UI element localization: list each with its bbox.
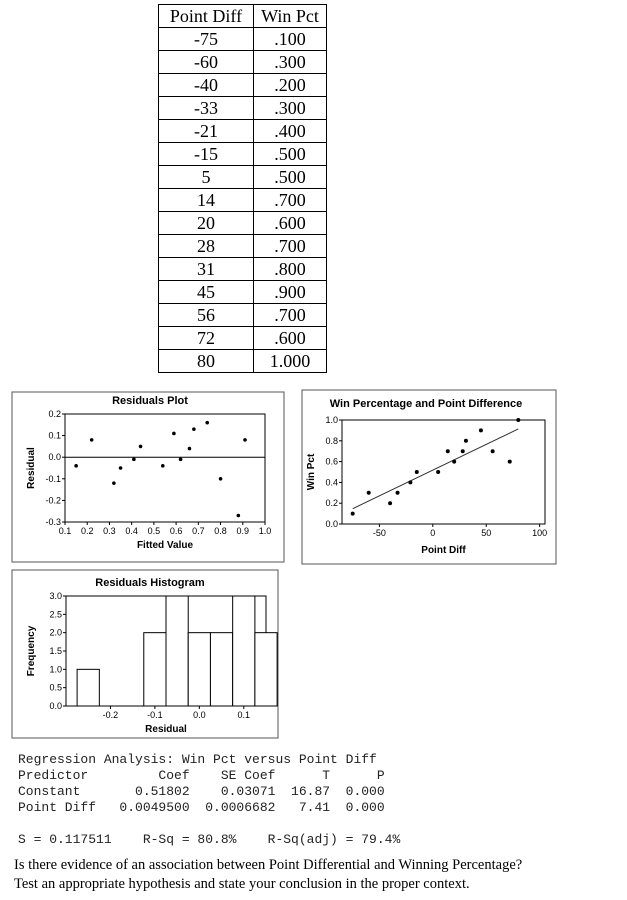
data-point xyxy=(139,445,143,449)
chart-title: Residuals Histogram xyxy=(95,577,205,589)
table-row xyxy=(159,304,327,327)
x-tick-label: -0.1 xyxy=(147,710,163,720)
y-tick-label: 0.2 xyxy=(325,498,338,509)
y-tick-label: 0.0 xyxy=(48,452,61,463)
column-header: Point Diff xyxy=(159,5,254,28)
data-point xyxy=(461,449,465,453)
win-pct-cell: .600 xyxy=(254,212,327,235)
x-tick-label: 0.0 xyxy=(193,710,206,720)
regression-fit-line xyxy=(353,429,519,509)
y-tick-label: 0.2 xyxy=(48,409,61,419)
y-axis-label: Residual xyxy=(26,447,37,489)
data-point xyxy=(112,481,116,485)
histogram-bar xyxy=(166,596,188,706)
x-axis-label: Residual xyxy=(145,724,187,735)
win-pct-cell: .600 xyxy=(254,327,327,350)
regression-header-row: Predictor Coef SE Coef T P xyxy=(18,768,385,783)
data-point xyxy=(408,480,412,484)
win-pct-cell: 1.000 xyxy=(254,350,327,373)
y-tick-label: 0.0 xyxy=(49,701,62,711)
y-tick-label: 1.5 xyxy=(49,646,62,656)
y-tick-label: 2.0 xyxy=(49,627,62,638)
table-row xyxy=(159,212,327,235)
point-diff-cell: 45 xyxy=(159,281,254,304)
table-row xyxy=(159,327,327,350)
table-row xyxy=(159,51,327,74)
x-tick-label: 0.8 xyxy=(214,526,227,536)
win-pct-cell: .200 xyxy=(254,74,327,97)
point-diff-cell: 28 xyxy=(159,235,254,258)
data-point xyxy=(188,447,192,451)
x-tick-label: 0.1 xyxy=(58,526,72,536)
data-point xyxy=(446,449,450,453)
y-tick-label: -0.1 xyxy=(45,473,61,484)
winpct-scatter-plot xyxy=(300,388,560,566)
data-point xyxy=(516,418,520,422)
regression-constant-row: Constant 0.51802 0.03071 16.87 0.000 xyxy=(18,784,385,799)
residuals-histogram xyxy=(0,568,280,740)
data-point xyxy=(90,438,94,442)
table-row xyxy=(159,143,327,166)
column-header: Win Pct xyxy=(254,5,327,28)
data-point xyxy=(205,421,209,425)
x-tick-label: 50 xyxy=(481,528,492,538)
table-body xyxy=(159,28,327,373)
panel-border xyxy=(302,390,556,564)
histogram-bar xyxy=(210,633,232,706)
win-pct-cell: .800 xyxy=(254,258,327,281)
table-row xyxy=(159,258,327,281)
win-pct-cell: .500 xyxy=(254,166,327,189)
point-diff-cell: -60 xyxy=(159,51,254,74)
plot-area xyxy=(342,420,545,524)
data-point xyxy=(491,449,495,453)
win-pct-cell: .100 xyxy=(254,28,327,51)
data-point xyxy=(219,477,223,481)
x-axis-label: Fitted Value xyxy=(136,540,194,551)
data-point xyxy=(243,438,247,442)
y-axis-label: Frequency xyxy=(26,625,37,677)
win-pct-cell: .300 xyxy=(254,97,327,120)
histogram-bar xyxy=(188,633,210,706)
plot-area xyxy=(65,414,265,522)
regression-title: Regression Analysis: Win Pct versus Point Diff xyxy=(18,752,377,767)
x-tick-label: 0.9 xyxy=(236,526,250,536)
data-point xyxy=(161,464,165,468)
histogram-bar xyxy=(77,669,99,706)
win-pct-cell: .400 xyxy=(254,120,327,143)
y-tick-label: -0.3 xyxy=(45,517,61,527)
residuals-plot xyxy=(0,390,290,565)
y-tick-label: 0.5 xyxy=(49,682,62,693)
x-tick-label: -50 xyxy=(372,528,386,538)
win-pct-cell: .300 xyxy=(254,51,327,74)
histogram-bar xyxy=(144,633,166,706)
data-point xyxy=(396,491,400,495)
y-tick-label: 1.0 xyxy=(49,664,62,675)
win-pct-cell: .700 xyxy=(254,304,327,327)
win-pct-cell: .700 xyxy=(254,189,327,212)
point-diff-cell: 56 xyxy=(159,304,254,327)
question-line: Is there evidence of an association between Point Differential and Winning Percentage? xyxy=(14,857,523,873)
y-axis-label: Win Pct xyxy=(306,453,317,491)
point-diff-cell: -75 xyxy=(159,28,254,51)
data-point xyxy=(436,470,440,474)
y-tick-label: 3.0 xyxy=(49,591,62,601)
x-tick-label: 0.3 xyxy=(103,526,116,536)
x-tick-label: 0.2 xyxy=(80,526,94,536)
y-tick-label: 2.5 xyxy=(49,609,62,620)
point-diff-cell: -21 xyxy=(159,120,254,143)
histogram-bar xyxy=(255,633,277,706)
table-row xyxy=(159,97,327,120)
data-point xyxy=(237,514,241,518)
point-diff-cell: 14 xyxy=(159,189,254,212)
x-axis-label: Point Diff xyxy=(421,545,466,556)
data-point xyxy=(172,432,176,436)
question-text xyxy=(14,856,614,894)
table-header-row xyxy=(159,5,327,28)
win-pct-cell: .900 xyxy=(254,281,327,304)
point-diff-cell: 80 xyxy=(159,350,254,373)
x-tick-label: 0.1 xyxy=(237,710,251,720)
x-tick-label: 0.5 xyxy=(147,526,161,536)
point-diff-cell: -33 xyxy=(159,97,254,120)
data-point xyxy=(74,464,78,468)
data-point xyxy=(452,460,456,464)
table-row xyxy=(159,281,327,304)
point-diff-cell: 31 xyxy=(159,258,254,281)
x-tick-label: 100 xyxy=(532,528,548,538)
chart-title: Win Percentage and Point Difference xyxy=(329,398,523,410)
win-pct-cell: .500 xyxy=(254,143,327,166)
table-row xyxy=(159,166,327,189)
x-tick-label: 0.7 xyxy=(192,526,205,536)
data-point xyxy=(132,458,136,462)
question-line: Test an appropriate hypothesis and state your conclusion in the proper context. xyxy=(14,876,470,892)
point-diff-cell: -40 xyxy=(159,74,254,97)
y-tick-label: 0.0 xyxy=(325,519,338,529)
data-point xyxy=(119,466,123,470)
y-tick-label: 1.0 xyxy=(325,415,338,425)
point-diff-cell: 20 xyxy=(159,212,254,235)
y-tick-label: 0.8 xyxy=(325,435,338,446)
point-diff-cell: 5 xyxy=(159,166,254,189)
data-point xyxy=(367,491,371,495)
data-point xyxy=(464,439,468,443)
y-tick-label: 0.4 xyxy=(325,477,338,488)
data-point xyxy=(388,501,392,505)
data-point xyxy=(351,512,355,516)
chart-title: Residuals Plot xyxy=(112,395,188,407)
data-point xyxy=(179,458,183,462)
regression-pointdiff-row: Point Diff 0.0049500 0.0006682 7.41 0.000 xyxy=(18,800,385,815)
y-tick-label: 0.6 xyxy=(325,456,338,467)
win-pct-cell: .700 xyxy=(254,235,327,258)
table-row xyxy=(159,350,327,373)
x-tick-label: 0.6 xyxy=(169,526,183,536)
histogram-bar xyxy=(233,596,255,706)
data-table xyxy=(158,4,327,373)
y-tick-label: 0.1 xyxy=(48,430,61,441)
point-diff-cell: 72 xyxy=(159,327,254,350)
table-row xyxy=(159,235,327,258)
x-tick-label: 0.4 xyxy=(125,526,138,536)
data-point xyxy=(479,428,483,432)
x-tick-label: 0 xyxy=(430,528,436,538)
table-row xyxy=(159,120,327,143)
data-point xyxy=(508,460,512,464)
table-row xyxy=(159,189,327,212)
regression-summary: S = 0.117511 R-Sq = 80.8% R-Sq(adj) = 79.4% xyxy=(18,832,401,847)
point-diff-cell: -15 xyxy=(159,143,254,166)
data-point xyxy=(192,427,196,431)
table-row xyxy=(159,74,327,97)
data-point xyxy=(415,470,419,474)
x-tick-label: 1.0 xyxy=(258,526,272,536)
y-tick-label: -0.2 xyxy=(45,495,61,506)
table-row xyxy=(159,28,327,51)
x-tick-label: -0.2 xyxy=(102,710,119,720)
